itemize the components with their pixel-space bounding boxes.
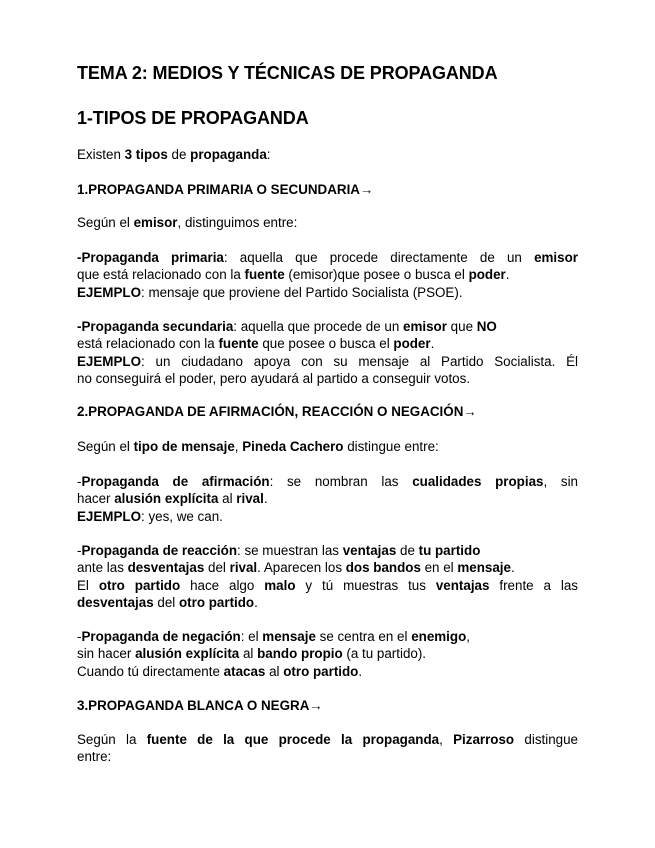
text-run: Cuando tú directamente <box>77 663 224 679</box>
text-run: : yes, we can. <box>141 508 223 524</box>
text-line <box>77 628 578 645</box>
text-run: Existen <box>77 147 125 162</box>
text-run: al <box>218 491 237 507</box>
text-run: que está relacionado con la <box>77 267 245 283</box>
bold-text: poder <box>393 336 431 352</box>
bold-text: desventajas <box>127 560 205 576</box>
bold-text: 3 tipos <box>124 147 168 162</box>
text-line <box>77 438 578 455</box>
heading-primaria-secundaria: 1.PROPAGANDA PRIMARIA O SECUNDARIA→ <box>77 182 374 197</box>
bold-text: ventajas <box>342 543 397 558</box>
text-run: del <box>204 560 230 576</box>
bold-text: emisor <box>534 250 578 265</box>
text-run: : <box>266 147 271 162</box>
text-line <box>77 214 578 231</box>
bold-text: Propaganda de afirmación <box>81 474 270 489</box>
sec3-lead <box>77 731 578 766</box>
bold-text: cualidades propias <box>412 474 544 489</box>
bold-text: propaganda <box>190 147 267 162</box>
text-run: , <box>466 629 470 644</box>
bold-text: atacas <box>223 663 266 679</box>
text-run: se centra en el <box>315 629 412 644</box>
text-run: - <box>77 629 82 644</box>
text-line: no conseguirá el poder, pero ayudará al partido a conseguir votos. <box>77 371 471 387</box>
text-run: , sin <box>543 474 578 489</box>
text-run: al <box>239 646 258 662</box>
text-run: hace algo <box>180 577 265 593</box>
sec2-lead <box>77 438 578 455</box>
text-line <box>77 473 578 490</box>
bold-text: -Propaganda secundaria <box>77 319 234 334</box>
bold-text: NO <box>476 319 497 334</box>
text-run: sin hacer <box>77 646 136 662</box>
text-run: en el <box>420 560 458 576</box>
text-run: (emisor)que posee o busca el <box>284 267 469 283</box>
text-run: al <box>265 663 284 679</box>
paragraph-propaganda-primaria <box>77 249 578 301</box>
bold-text: mensaje <box>262 629 316 644</box>
paragraph-propaganda-afirmacion <box>77 473 578 525</box>
paragraph-propaganda-secundaria <box>77 318 578 388</box>
text-run: y tú muestras tus <box>295 577 436 593</box>
intro-paragraph <box>77 146 578 163</box>
text-line <box>77 594 578 611</box>
bold-text: tu partido <box>418 543 481 558</box>
text-run: (a tu partido). <box>342 646 427 662</box>
text-run: que <box>446 319 477 334</box>
text-line <box>77 559 578 576</box>
text-run: Según la <box>77 732 147 747</box>
section-title: 1-TIPOS DE PROPAGANDA <box>77 108 309 128</box>
text-line <box>77 645 578 662</box>
bold-text: EJEMPLO <box>77 284 141 300</box>
bold-text: EJEMPLO <box>77 353 141 369</box>
text-run: . <box>505 267 510 283</box>
bold-text: enemigo <box>411 629 467 644</box>
bold-text: bando propio <box>257 646 343 662</box>
text-run: . <box>263 491 268 507</box>
sec1-lead <box>77 214 578 231</box>
text-run: , distinguimos entre: <box>177 215 298 230</box>
text-line <box>77 249 578 266</box>
text-line <box>77 731 578 748</box>
bold-text: tipo de mensaje <box>133 439 235 454</box>
text-line: entre: <box>77 749 112 765</box>
bold-text: -Propaganda primaria <box>77 250 224 265</box>
text-run: del <box>153 595 179 611</box>
paragraph-propaganda-reaccion <box>77 542 578 612</box>
bold-text: emisor <box>133 215 178 230</box>
bold-text: fuente <box>218 336 259 352</box>
text-line <box>77 542 578 559</box>
paragraph-propaganda-negacion <box>77 628 578 680</box>
bold-text: rival <box>236 491 264 507</box>
bold-text: malo <box>264 577 296 593</box>
bold-text: rival <box>229 560 258 576</box>
bold-text: desventajas <box>77 595 154 611</box>
bold-text: mensaje <box>457 560 511 576</box>
text-line <box>77 146 578 163</box>
bold-text: alusión explícita <box>135 646 240 662</box>
text-run: que posee o busca el <box>258 336 394 352</box>
bold-text: Propaganda de negación <box>81 629 241 644</box>
bold-text: poder <box>468 267 506 283</box>
text-run: El <box>77 577 99 593</box>
heading-blanca-negra: 3.PROPAGANDA BLANCA O NEGRA→ <box>77 698 323 713</box>
text-line <box>77 663 578 680</box>
bold-text: otro partido <box>283 663 359 679</box>
text-run: - <box>77 543 82 558</box>
bold-text: fuente <box>244 267 285 283</box>
text-run: : se nombran las <box>269 474 413 489</box>
text-line <box>77 353 578 370</box>
text-run: : un ciudadano apoya con su mensaje al Partido Socialista. Él <box>141 353 578 369</box>
bold-text: dos bandos <box>345 560 421 576</box>
text-line <box>77 508 578 525</box>
text-run: hacer <box>77 491 115 507</box>
text-run: , <box>439 732 454 747</box>
text-run: - <box>77 474 82 489</box>
heading-afirmacion-reaccion-negacion: 2.PROPAGANDA DE AFIRMACIÓN, REACCIÓN O NEGACIÓN→ <box>77 404 477 419</box>
text-run: . <box>510 560 515 576</box>
text-run: : el <box>240 629 263 644</box>
text-line <box>77 490 578 507</box>
text-run: : se muestran las <box>237 543 343 558</box>
text-run: . Aparecen los <box>257 560 346 576</box>
text-run: : aquella que procede de un <box>233 319 404 334</box>
text-run: de <box>396 543 419 558</box>
bold-text: EJEMPLO <box>77 508 141 524</box>
text-run: . <box>430 336 435 352</box>
bold-text: Pizarroso <box>453 732 515 747</box>
text-run: : mensaje que proviene del Partido Socialista (PSOE). <box>141 284 463 300</box>
text-run: , <box>234 439 243 454</box>
bold-text: emisor <box>403 319 447 334</box>
text-run: Según el <box>77 215 134 230</box>
text-run: . <box>358 663 363 679</box>
document-title: TEMA 2: MEDIOS Y TÉCNICAS DE PROPAGANDA <box>77 63 498 83</box>
text-line <box>77 318 578 335</box>
text-run: : aquella que procede directamente de un <box>223 250 535 265</box>
text-line <box>77 284 578 301</box>
bold-text: otro partido <box>98 577 181 593</box>
text-run: ante las <box>77 560 128 576</box>
text-line <box>77 577 578 594</box>
text-run: distingue <box>514 732 579 747</box>
bold-text: otro partido <box>178 595 255 611</box>
text-run: está relacionado con la <box>77 336 219 352</box>
text-run: frente a las <box>489 577 579 593</box>
text-run: distingue entre: <box>343 439 439 454</box>
text-run: de <box>167 147 191 162</box>
bold-text: alusión explícita <box>114 491 219 507</box>
bold-text: Pineda Cachero <box>242 439 344 454</box>
bold-text: ventajas <box>435 577 490 593</box>
text-line <box>77 335 578 352</box>
text-run: . <box>254 595 258 611</box>
text-run: Según el <box>77 439 134 454</box>
bold-text: Propaganda de reacción <box>81 543 237 558</box>
bold-text: fuente de la que procede la propaganda <box>146 732 440 747</box>
text-line <box>77 266 578 283</box>
